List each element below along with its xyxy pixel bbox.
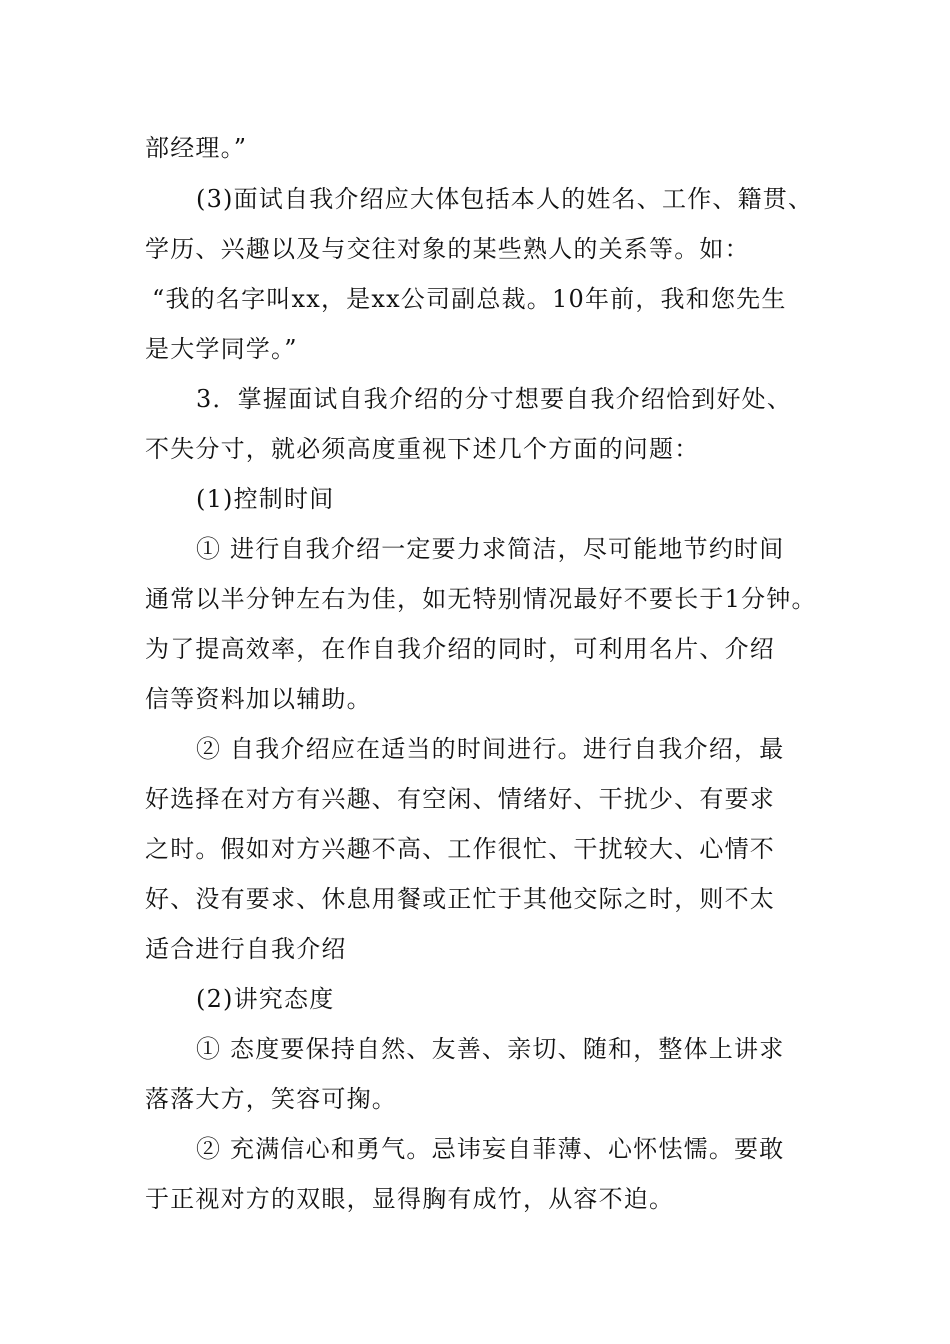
- text-line: 为了提高效率，在作自我介绍的同时，可利用名片、介绍: [145, 635, 775, 663]
- text-line: 是大学同学。”: [145, 335, 298, 363]
- text-line: 信等资料加以辅助。: [145, 685, 372, 713]
- text-line: ② 充满信心和勇气。忌讳妄自菲薄、心怀怯懦。要敢: [196, 1135, 785, 1163]
- text-line: 适合进行自我介绍: [145, 935, 347, 963]
- text-line: 落落大方，笑容可掬。: [145, 1085, 397, 1113]
- text-line: 通常以半分钟左右为佳，如无特别情况最好不要长于1分钟。: [145, 585, 817, 613]
- text-line: (3)面试自我介绍应大体包括本人的姓名、工作、籍贯、: [196, 185, 814, 213]
- text-line: 3．掌握面试自我介绍的分寸想要自我介绍恰到好处、: [196, 385, 793, 413]
- text-line: ① 进行自我介绍一定要力求简洁，尽可能地节约时间: [196, 535, 785, 563]
- text-line: 于正视对方的双眼，显得胸有成竹，从容不迫。: [145, 1185, 675, 1213]
- text-line: ① 态度要保持自然、友善、亲切、随和，整体上讲求: [196, 1035, 785, 1063]
- text-line: 学历、兴趣以及与交往对象的某些熟人的关系等。如：: [145, 235, 750, 263]
- text-line: (2)讲究态度: [196, 985, 335, 1013]
- text-line: 好选择在对方有兴趣、有空闲、情绪好、干扰少、有要求: [145, 785, 775, 813]
- text-line: 之时。假如对方兴趣不高、工作很忙、干扰较大、心情不: [145, 835, 775, 863]
- text-line: “我的名字叫xx，是xx公司副总裁。10年前，我和您先生: [152, 285, 787, 313]
- text-line: 好、没有要求、休息用餐或正忙于其他交际之时，则不太: [145, 885, 775, 913]
- text-line: 部经理。”: [145, 134, 248, 162]
- text-line: (1)控制时间: [196, 485, 335, 513]
- text-line: 不失分寸，就必须高度重视下述几个方面的问题：: [145, 435, 700, 463]
- text-line: ② 自我介绍应在适当的时间进行。进行自我介绍，最: [196, 735, 785, 763]
